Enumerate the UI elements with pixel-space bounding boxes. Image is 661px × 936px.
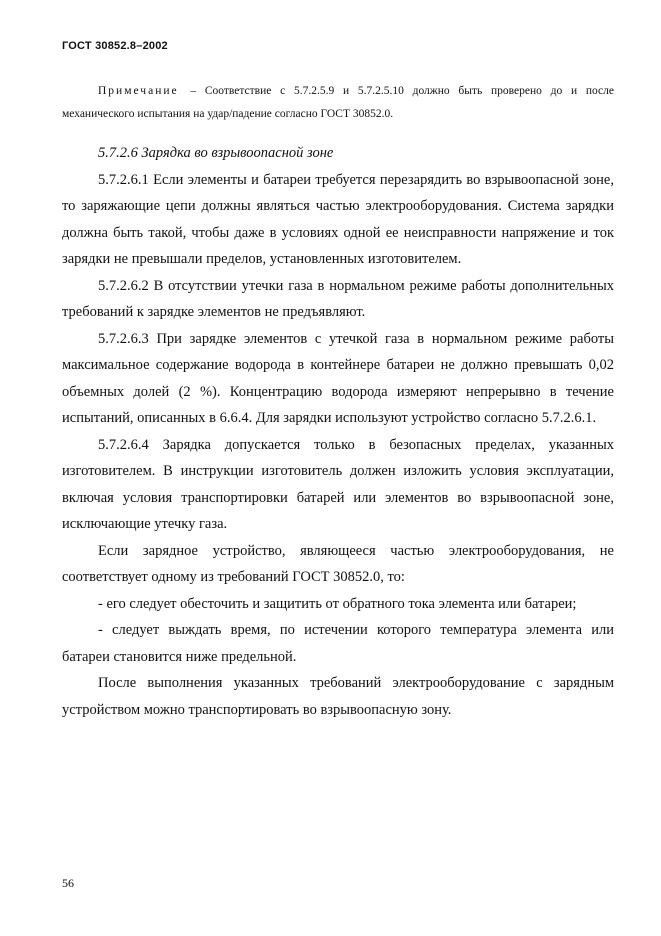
paragraph-5-7-2-6-1: 5.7.2.6.1 Если элементы и батареи требуется перезарядить во взрывоопасной зоне, то заряжающие цепи должны являться частью электрооборудования. Система зарядки должна быть такой, чтобы даже в условиях одной ее неисправности напряжение и ток зарядки не превышали пределов, установленных изготовителем. bbox=[62, 171, 614, 267]
note-label: Примечание bbox=[98, 85, 179, 97]
paragraph-5-7-2-6-3: 5.7.2.6.3 При зарядке элементов с утечкой газа в нормальном режиме работы максимальное содержание водорода в контейнере батареи не должно превышать 0,02 объемных долей (2 %). Концентрацию водорода измеряют непрерывно в течение испытаний, описанных в 6.6.4. Для зарядки используют устройство согласно 5.7.2.6.1. bbox=[62, 330, 614, 426]
paragraph-5-7-2-6-2: 5.7.2.6.2 В отсутствии утечки газа в нормальном режиме работы дополнительных требований к зарядке элементов не предъявляют. bbox=[62, 277, 614, 320]
page-number: 56 bbox=[62, 876, 74, 890]
section-body bbox=[62, 140, 614, 723]
paragraph-5-7-2-6-4: 5.7.2.6.4 Зарядка допускается только в безопасных пределах, указанных изготовителем. В инструкции изготовитель должен изложить условия эксплуатации, включая условия транспортировки батарей или элементов во взрывоопасной зоне, исключающие утечку газа. bbox=[62, 436, 614, 532]
paragraph-transport: После выполнения указанных требований электрооборудование с зарядным устройством можно транспортировать во взрывоопасную зону. bbox=[62, 675, 614, 718]
note-dash: – bbox=[190, 85, 197, 97]
list-item-wait-time: - следует выждать время, по истечении которого температура элемента или батареи становится ниже предельной. bbox=[62, 622, 614, 665]
note-block bbox=[62, 80, 614, 126]
note-text: Соответствие с 5.7.2.5.9 и 5.7.2.5.10 должно быть проверено до и после механического испытания на удар/падение согласно ГОСТ 30852.0. bbox=[62, 85, 614, 120]
paragraph-charger-condition: Если зарядное устройство, являющееся частью электрооборудования, не соответствует одному из требований ГОСТ 30852.0, то: bbox=[62, 542, 614, 585]
document-header: ГОСТ 30852.8–2002 bbox=[62, 40, 168, 52]
section-title: 5.7.2.6 Зарядка во взрывоопасной зоне bbox=[98, 145, 334, 161]
list-item-deenergize: - его следует обесточить и защитить от обратного тока элемента или батареи; bbox=[98, 595, 577, 612]
